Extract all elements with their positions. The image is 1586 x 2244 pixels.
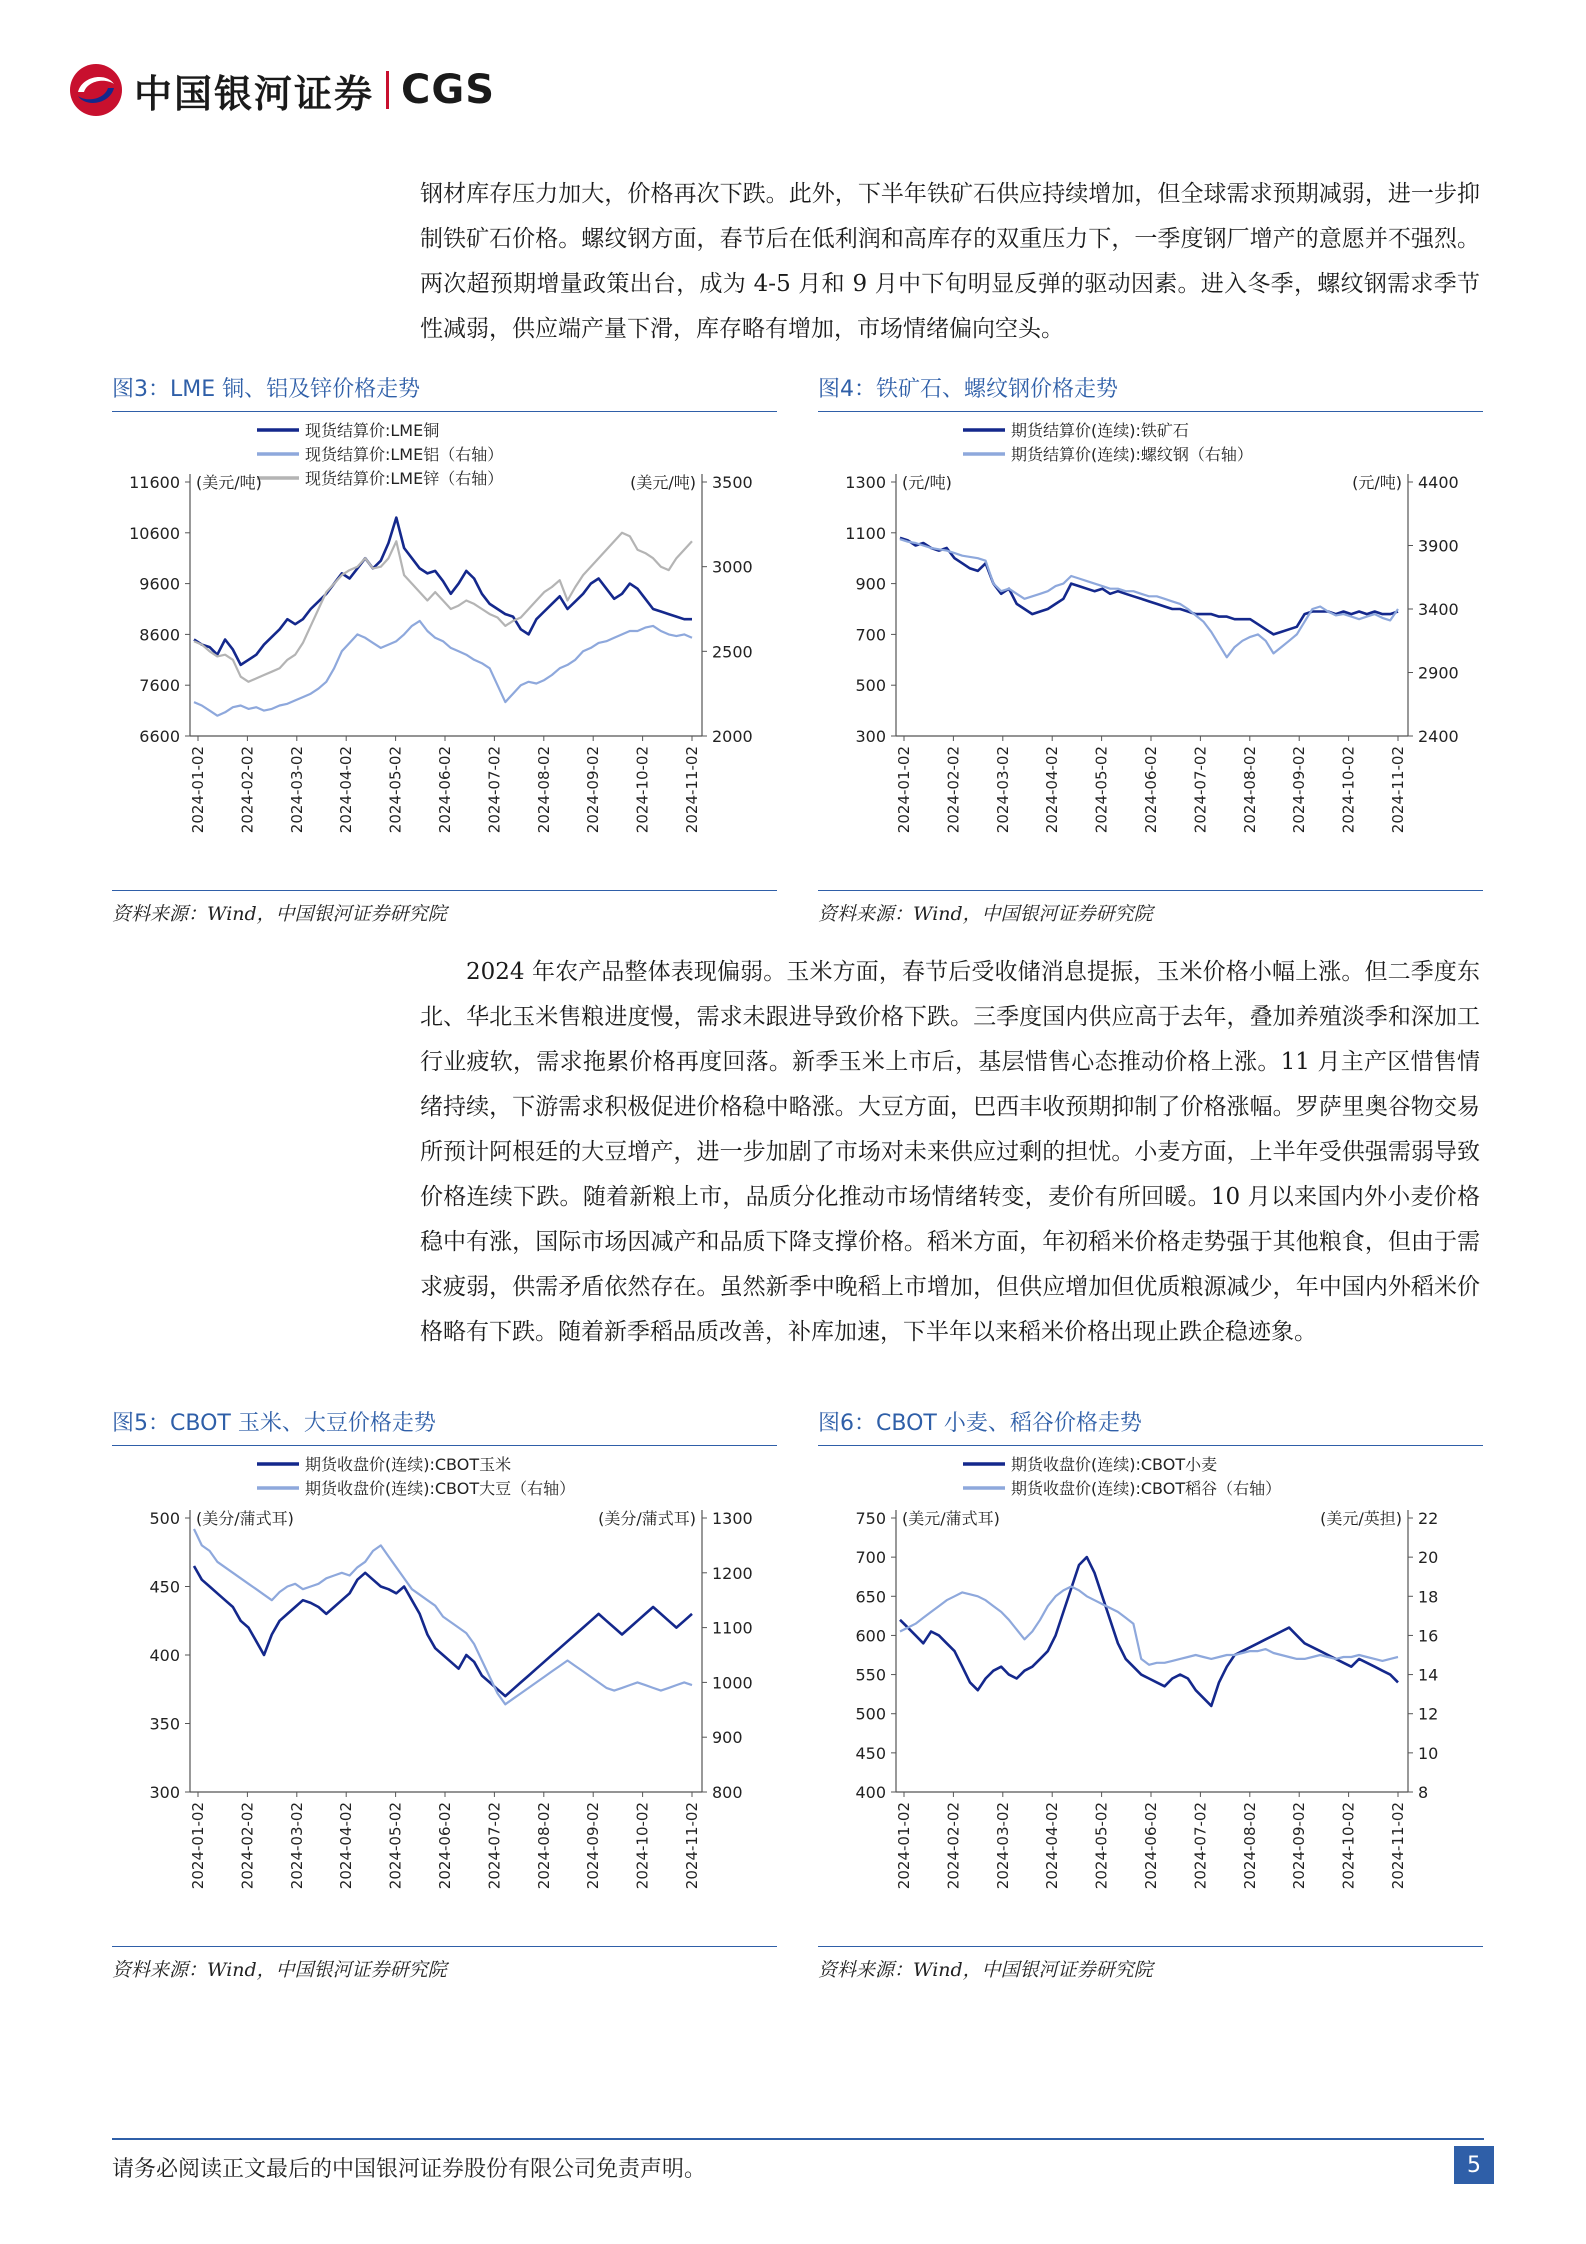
paragraph-1-text: 钢材库存压力加大，价格再次下跌。此外，下半年铁矿石供应持续增加，但全球需求预期减弱，进一步抑制铁矿石价格。螺纹钢方面，春节后在低利润和高库存的双重压力下，一季度钢厂增产的意愿并不强烈。两次超预期增量政策出台，成为 4-5 月和 9 月中下旬明显反弹的驱动因素。进入冬季，螺纹钢需求季节性减弱，供应端产量下滑，库存略有增加，市场情绪偏向空头。 — [420, 181, 1480, 342]
x-tick-label: 2024-01-02 — [895, 746, 913, 834]
right-unit-label: (美元/吨) — [630, 473, 696, 492]
figure-3-source — [112, 890, 777, 926]
footer-divider — [112, 2138, 1484, 2140]
chart-iron-ore-rebar — [818, 414, 1483, 884]
x-tick-label: 2024-03-02 — [287, 1802, 306, 1890]
y-tick-label-left: 450 — [149, 1577, 180, 1597]
x-tick-label: 2024-07-02 — [1191, 1802, 1210, 1890]
y-tick-label-right: 10 — [1418, 1743, 1439, 1763]
x-tick-label: 2024-08-02 — [1240, 1802, 1259, 1890]
x-tick-label: 2024-06-02 — [436, 746, 454, 834]
y-tick-label-left: 1100 — [845, 523, 886, 543]
series-line-f5-1 — [194, 1529, 692, 1704]
y-tick-label-right: 22 — [1418, 1509, 1439, 1528]
x-tick-label: 2024-05-02 — [386, 746, 405, 834]
y-tick-label-left: 700 — [855, 1548, 886, 1568]
brand-name-en: CGS — [401, 67, 496, 113]
footer-disclaimer: 请务必阅读正文最后的中国银河证券股份有限公司免责声明。 — [112, 2157, 707, 2182]
x-tick-label: 2024-11-02 — [683, 1802, 701, 1890]
x-tick-label: 2024-10-02 — [633, 1802, 652, 1890]
y-tick-label-right: 800 — [712, 1783, 743, 1802]
y-tick-label-left: 450 — [855, 1743, 886, 1763]
paragraph-2 — [420, 950, 1480, 1355]
series-line-f5-0 — [194, 1566, 692, 1696]
figure-3-title — [112, 372, 777, 412]
figure-5-title — [112, 1406, 777, 1446]
y-tick-label-right: 3400 — [1418, 600, 1459, 619]
x-tick-label: 2024-03-02 — [287, 746, 306, 834]
figure-3-title-text: 图3：LME 铜、铝及锌价格走势 — [112, 377, 421, 402]
page-number: 5 — [1454, 2146, 1494, 2184]
x-tick-label: 2024-06-02 — [436, 1802, 454, 1890]
y-tick-label-right: 3900 — [1418, 536, 1459, 556]
x-tick-label: 2024-07-02 — [485, 746, 504, 834]
x-tick-label: 2024-03-02 — [993, 1802, 1012, 1890]
series-line-f3-1 — [194, 621, 692, 716]
y-tick-label-left: 7600 — [139, 676, 180, 696]
left-unit-label: (美元/吨) — [196, 473, 262, 492]
x-tick-label: 2024-04-02 — [337, 1802, 356, 1890]
x-tick-label: 2024-08-02 — [534, 1802, 553, 1890]
y-tick-label-left: 550 — [855, 1665, 886, 1685]
y-tick-label-left: 700 — [855, 625, 886, 645]
y-tick-label-right: 14 — [1418, 1665, 1439, 1685]
series-line-f3-2 — [194, 533, 692, 682]
right-unit-label: (元/吨) — [1352, 473, 1402, 492]
figure-6-title — [818, 1406, 1483, 1446]
y-tick-label-right: 2500 — [712, 642, 753, 662]
left-unit-label: (美元/蒲式耳) — [902, 1509, 1000, 1528]
y-tick-label-right: 2000 — [712, 727, 753, 746]
y-tick-label-right: 2900 — [1418, 663, 1459, 683]
y-tick-label-left: 11600 — [129, 473, 180, 492]
series-line-f4-0 — [900, 538, 1398, 635]
y-tick-label-left: 900 — [855, 574, 886, 594]
y-tick-label-left: 500 — [855, 676, 886, 696]
paragraph-1 — [420, 172, 1480, 352]
x-tick-label: 2024-10-02 — [633, 746, 652, 834]
y-tick-label-left: 500 — [855, 1704, 886, 1724]
left-unit-label: (美分/蒲式耳) — [196, 1509, 294, 1528]
figure-6-source — [818, 1946, 1483, 1982]
y-tick-label-right: 8 — [1418, 1783, 1429, 1802]
x-tick-label: 2024-05-02 — [1092, 1802, 1111, 1890]
figure-4-source — [818, 890, 1483, 926]
y-tick-label-right: 1300 — [712, 1509, 753, 1528]
x-tick-label: 2024-08-02 — [1240, 746, 1259, 834]
x-tick-label: 2024-01-02 — [189, 1802, 207, 1890]
y-tick-label-left: 6600 — [139, 727, 180, 746]
y-tick-label-left: 500 — [149, 1509, 180, 1528]
y-tick-label-right: 2400 — [1418, 727, 1459, 746]
figure-4-source-text: 资料来源：Wind，中国银河证券研究院 — [818, 903, 1153, 925]
x-tick-label: 2024-09-02 — [1290, 746, 1309, 834]
x-tick-label: 2024-11-02 — [1389, 746, 1407, 834]
y-tick-label-left: 9600 — [139, 574, 180, 594]
x-tick-label: 2024-01-02 — [895, 1802, 913, 1890]
y-tick-label-right: 3000 — [712, 557, 753, 577]
x-tick-label: 2024-04-02 — [1043, 1802, 1062, 1890]
series-line-f4-1 — [900, 539, 1398, 657]
x-tick-label: 2024-03-02 — [993, 746, 1012, 834]
figure-6-title-text: 图6：CBOT 小麦、稻谷价格走势 — [818, 1411, 1142, 1436]
figure-4-title-text: 图4：铁矿石、螺纹钢价格走势 — [818, 377, 1118, 402]
x-tick-label: 2024-11-02 — [1389, 1802, 1407, 1890]
y-tick-label-right: 4400 — [1418, 473, 1459, 492]
figure-6-source-text: 资料来源：Wind，中国银河证券研究院 — [818, 1959, 1153, 1981]
y-tick-label-left: 1300 — [845, 473, 886, 492]
x-tick-label: 2024-01-02 — [189, 746, 207, 834]
right-unit-label: (美分/蒲式耳) — [598, 1509, 696, 1528]
legend-label-f3-0: 现货结算价:LME铜 — [305, 421, 440, 440]
legend-label-f6-0: 期货收盘价(连续):CBOT小麦 — [1011, 1455, 1218, 1474]
legend-label-f5-1: 期货收盘价(连续):CBOT大豆（右轴） — [305, 1479, 576, 1498]
x-tick-label: 2024-02-02 — [944, 1802, 963, 1890]
x-tick-label: 2024-05-02 — [386, 1802, 405, 1890]
y-tick-label-left: 650 — [855, 1587, 886, 1607]
x-tick-label: 2024-09-02 — [1290, 1802, 1309, 1890]
y-tick-label-right: 20 — [1418, 1548, 1439, 1568]
y-tick-label-left: 300 — [855, 727, 886, 746]
x-tick-label: 2024-07-02 — [1191, 746, 1210, 834]
y-tick-label-right: 1100 — [712, 1618, 753, 1638]
x-tick-label: 2024-06-02 — [1142, 746, 1160, 834]
y-tick-label-left: 8600 — [139, 625, 180, 645]
chart-cbot-corn-soybean — [112, 1448, 777, 1938]
right-unit-label: (美元/英担) — [1320, 1509, 1402, 1528]
x-tick-label: 2024-06-02 — [1142, 1802, 1160, 1890]
legend-label-f3-2: 现货结算价:LME锌（右轴） — [305, 469, 504, 488]
chart-lme-copper-aluminum-zinc — [112, 414, 777, 884]
paragraph-2-text: 2024 年农产品整体表现偏弱。玉米方面，春节后受收储消息提振，玉米价格小幅上涨。但二季度东北、华北玉米售粮进度慢，需求未跟进导致价格下跌。三季度国内供应高于去年，叠加养殖淡季和深加工行业疲软，需求拖累价格再度回落。新季玉米上市后，基层惜售心态推动价格上涨。11 月主产区惜售情绪持续，下游需求积极促进价格稳中略涨。大豆方面，巴西丰收预期抑制了价格涨幅。罗萨里奥谷物交易所预计阿根廷的大豆增产，进一步加剧了市场对未来供应过剩的担忧。小麦方面，上半年受供强需弱导致价格连续下跌。随着新粮上市，品质分化推动市场情绪转变，麦价有所回暖。10 月以来国内外小麦价格稳中有涨，国际市场因减产和品质下降支撑价格。稻米方面，年初稻米价格走势强于其他粮食，但由于需求疲弱，供需矛盾依然存在。虽然新季中晚稻上市增加，但供应增加但优质粮源减少，年中国内外稻米价格略有下跌。随着新季稻品质改善，补库加速，下半年以来稻米价格出现止跌企稳迹象。 — [420, 959, 1480, 1345]
legend-label-f6-1: 期货收盘价(连续):CBOT稻谷（右轴） — [1011, 1479, 1282, 1498]
chart-cbot-wheat-rice — [818, 1448, 1483, 1938]
legend-label-f5-0: 期货收盘价(连续):CBOT玉米 — [305, 1455, 512, 1474]
y-tick-label-right: 16 — [1418, 1626, 1439, 1646]
x-tick-label: 2024-04-02 — [337, 746, 356, 834]
y-tick-label-right: 1000 — [712, 1673, 753, 1693]
x-tick-label: 2024-02-02 — [238, 746, 257, 834]
figure-5-source — [112, 1946, 777, 1982]
brand-separator — [386, 71, 389, 109]
x-tick-label: 2024-09-02 — [584, 746, 603, 834]
legend-label-f4-0: 期货结算价(连续):铁矿石 — [1011, 421, 1189, 440]
header-logo — [68, 60, 495, 120]
legend-label-f4-1: 期货结算价(连续):螺纹钢（右轴） — [1011, 445, 1253, 464]
y-tick-label-right: 900 — [712, 1728, 743, 1748]
x-tick-label: 2024-08-02 — [534, 746, 553, 834]
x-tick-label: 2024-10-02 — [1339, 746, 1358, 834]
y-tick-label-left: 400 — [855, 1783, 886, 1802]
x-tick-label: 2024-02-02 — [944, 746, 963, 834]
y-tick-label-left: 400 — [149, 1646, 180, 1665]
brand-name-cn: 中国银河证券 — [134, 71, 375, 116]
cgs-logo-icon — [68, 62, 124, 118]
x-tick-label: 2024-10-02 — [1339, 1802, 1358, 1890]
figure-5-source-text: 资料来源：Wind，中国银河证券研究院 — [112, 1959, 447, 1981]
x-tick-label: 2024-04-02 — [1043, 746, 1062, 834]
y-tick-label-right: 3500 — [712, 473, 753, 492]
series-line-f6-0 — [900, 1557, 1398, 1706]
left-unit-label: (元/吨) — [902, 473, 952, 492]
y-tick-label-left: 10600 — [129, 523, 180, 543]
figure-3-source-text: 资料来源：Wind，中国银河证券研究院 — [112, 903, 447, 925]
x-tick-label: 2024-11-02 — [683, 746, 701, 834]
legend-label-f3-1: 现货结算价:LME铝（右轴） — [305, 445, 504, 464]
x-tick-label: 2024-07-02 — [485, 1802, 504, 1890]
y-tick-label-left: 600 — [855, 1626, 886, 1646]
y-tick-label-right: 18 — [1418, 1587, 1439, 1607]
y-tick-label-left: 300 — [149, 1783, 180, 1802]
series-line-f3-0 — [194, 518, 692, 665]
figure-5-title-text: 图5：CBOT 玉米、大豆价格走势 — [112, 1411, 436, 1436]
y-tick-label-right: 1200 — [712, 1563, 753, 1583]
x-tick-label: 2024-05-02 — [1092, 746, 1111, 834]
y-tick-label-right: 12 — [1418, 1704, 1439, 1724]
x-tick-label: 2024-02-02 — [238, 1802, 257, 1890]
y-tick-label-left: 750 — [855, 1509, 886, 1528]
figure-4-title — [818, 372, 1483, 412]
x-tick-label: 2024-09-02 — [584, 1802, 603, 1890]
y-tick-label-left: 350 — [149, 1714, 180, 1734]
